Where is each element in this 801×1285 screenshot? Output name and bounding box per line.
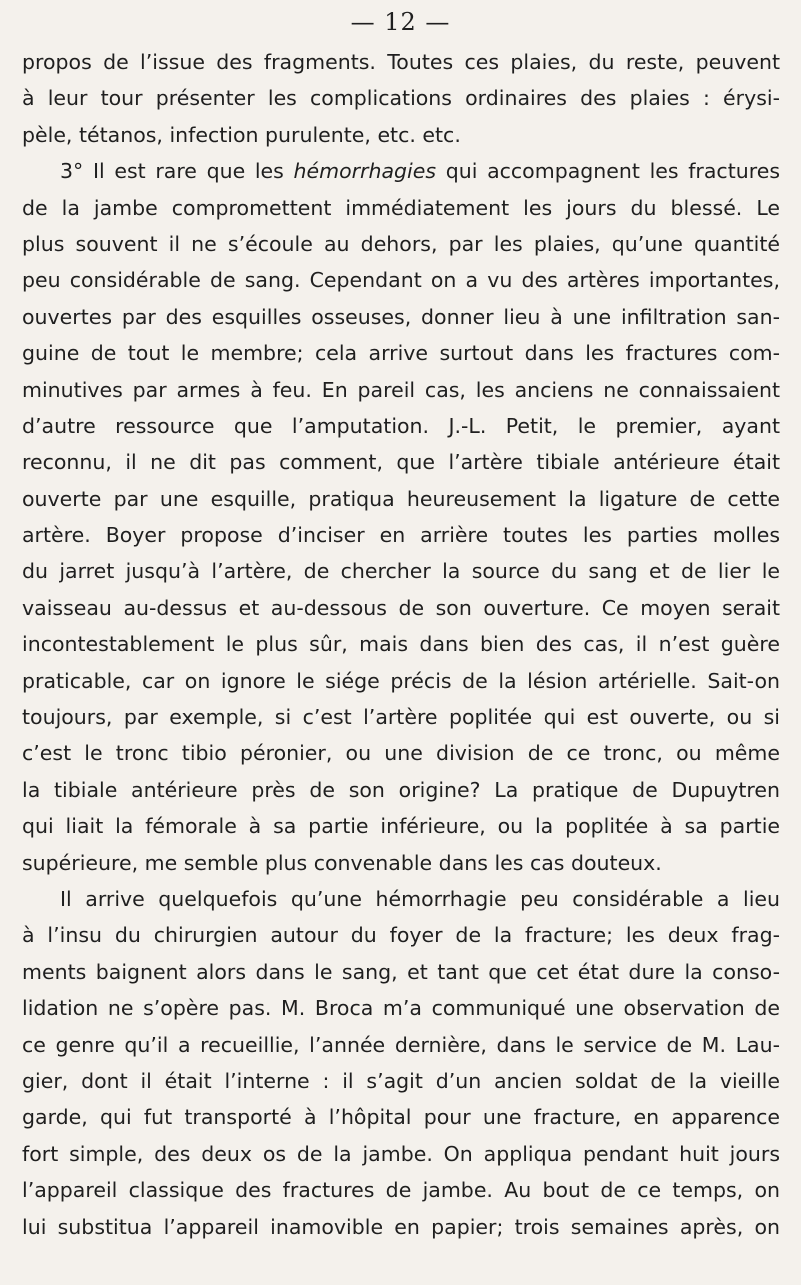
text-line: à leur tour présenter les complications ordinaires des plaies : érysi-: [22, 86, 780, 111]
text-line: vaisseau au-dessus et au-dessous de son ouverture. Ce moyen serait: [22, 595, 780, 620]
text-line: Il arrive quelquefois qu’une hémorrhagie peu considérable a lieu: [60, 886, 780, 911]
text-line: la tibiale antérieure près de son origine? La pratique de Dupuytren: [22, 777, 780, 802]
text-line: ouvertes par des esquilles osseuses, donner lieu à une infiltration san-: [22, 304, 780, 329]
emphasized-term: hémorrhagies: [293, 159, 437, 184]
body-text: [22, 44, 780, 1245]
text-line: toujours, par exemple, si c’est l’artère poplitée qui est ouverte, ou si: [22, 705, 780, 730]
text-line: minutives par armes à feu. En pareil cas, les anciens ne connaissaient: [22, 377, 780, 402]
text-line: fort simple, des deux os de la jambe. On appliqua pendant huit jours: [22, 1141, 780, 1166]
text-line: reconnu, il ne dit pas comment, que l’artère tibiale antérieure était: [22, 450, 780, 475]
text-line: praticable, car on ignore le siége précis de la lésion artérielle. Sait-on: [22, 668, 780, 693]
text-line: ments baignent alors dans le sang, et tant que cet état dure la conso-: [22, 959, 780, 984]
text-line: gier, dont il était l’interne : il s’agit d’un ancien soldat de la vieille: [22, 1068, 780, 1093]
text-line: c’est le tronc tibio péronier, ou une division de ce tronc, ou même: [22, 741, 780, 766]
text-line: peu considérable de sang. Cependant on a vu des artères importantes,: [22, 268, 780, 293]
text-line: l’appareil classique des fractures de jambe. Au bout de ce temps, on: [22, 1178, 780, 1203]
text-line: supérieure, me semble plus convenable dans les cas douteux.: [22, 850, 662, 875]
page-number: — 12 —: [350, 8, 451, 36]
text-line: qui liait la fémorale à sa partie inférieure, ou la poplitée à sa partie: [22, 814, 780, 839]
text-line: de la jambe compromettent immédiatement les jours du blessé. Le: [22, 195, 780, 220]
text-line: artère. Boyer propose d’inciser en arrière toutes les parties molles: [22, 523, 780, 548]
text-segment: 3° Il est rare que les: [60, 159, 284, 184]
text-line: d’autre ressource que l’amputation. J.-L. Petit, le premier, ayant: [22, 413, 780, 438]
text-line: garde, qui fut transporté à l’hôpital pour une fracture, en apparence: [22, 1105, 780, 1130]
text-line: lidation ne s’opère pas. M. Broca m’a communiqué une observation de: [22, 996, 780, 1021]
text-line: propos de l’issue des fragments. Toutes ces plaies, du reste, peuvent: [22, 50, 780, 74]
text-line: à l’insu du chirurgien autour du foyer de la fracture; les deux frag-: [22, 923, 780, 948]
text-line: guine de tout le membre; cela arrive surtout dans les fractures com-: [22, 341, 780, 366]
text-line: ouverte par une esquille, pratiqua heureusement la ligature de cette: [22, 486, 780, 511]
text-segment: qui accompagnent les fractures: [445, 159, 780, 184]
text-line: ce genre qu’il a recueillie, l’année dernière, dans le service de M. Lau-: [22, 1032, 780, 1057]
text-line: pèle, tétanos, infection purulente, etc. etc.: [22, 122, 461, 147]
text-line: incontestablement le plus sûr, mais dans bien des cas, il n’est guère: [22, 632, 780, 657]
text-line: lui substitua l’appareil inamovible en papier; trois semaines après, on: [22, 1214, 780, 1239]
text-line-with-emphasis: [22, 153, 780, 189]
text-line: du jarret jusqu’à l’artère, de chercher la source du sang et de lier le: [22, 559, 780, 584]
text-line: plus souvent il ne s’écoule au dehors, par les plaies, qu’une quantité: [22, 231, 780, 256]
